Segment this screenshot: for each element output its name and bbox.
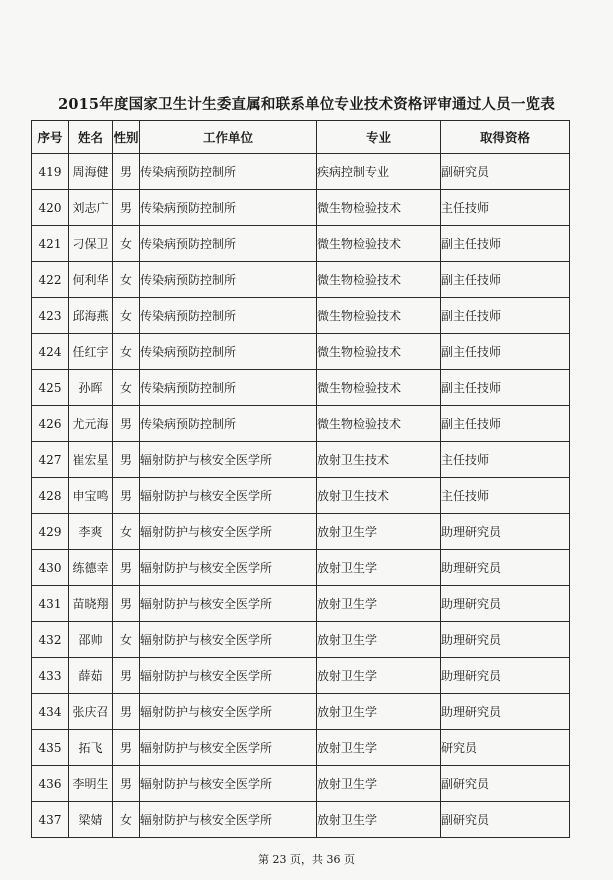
cell-no: 425	[32, 370, 69, 406]
cell-qualification: 主任技师	[441, 190, 570, 226]
cell-qualification: 副主任技师	[441, 262, 570, 298]
cell-qualification: 副主任技师	[441, 226, 570, 262]
table-row	[32, 550, 570, 586]
cell-no: 435	[32, 730, 69, 766]
cell-sex: 男	[113, 550, 140, 586]
cell-name: 薛茹	[69, 658, 113, 694]
cell-no: 428	[32, 478, 69, 514]
cell-sex: 男	[113, 154, 140, 190]
cell-unit: 辐射防护与核安全医学所	[140, 766, 317, 802]
table-row	[32, 154, 570, 190]
table-row	[32, 694, 570, 730]
cell-name: 周海健	[69, 154, 113, 190]
cell-sex: 女	[113, 370, 140, 406]
cell-sex: 女	[113, 334, 140, 370]
cell-qualification: 助理研究员	[441, 694, 570, 730]
cell-unit: 传染病预防控制所	[140, 154, 317, 190]
cell-unit: 辐射防护与核安全医学所	[140, 802, 317, 838]
cell-unit: 辐射防护与核安全医学所	[140, 658, 317, 694]
cell-unit: 传染病预防控制所	[140, 370, 317, 406]
cell-qualification: 副研究员	[441, 802, 570, 838]
cell-sex: 男	[113, 190, 140, 226]
table-row	[32, 262, 570, 298]
cell-name: 尤元海	[69, 406, 113, 442]
cell-no: 434	[32, 694, 69, 730]
personnel-table	[31, 120, 570, 838]
cell-no: 422	[32, 262, 69, 298]
cell-name: 拓飞	[69, 730, 113, 766]
cell-major: 微生物检验技术	[317, 298, 441, 334]
page-number: 第 23 页，共 36 页	[258, 853, 355, 866]
cell-major: 放射卫生学	[317, 802, 441, 838]
cell-unit: 传染病预防控制所	[140, 262, 317, 298]
cell-qualification: 主任技师	[441, 478, 570, 514]
cell-no: 421	[32, 226, 69, 262]
header-major: 专业	[317, 121, 441, 154]
cell-no: 437	[32, 802, 69, 838]
cell-major: 微生物检验技术	[317, 406, 441, 442]
cell-qualification: 研究员	[441, 730, 570, 766]
table-row	[32, 586, 570, 622]
cell-major: 放射卫生学	[317, 658, 441, 694]
cell-unit: 传染病预防控制所	[140, 190, 317, 226]
cell-name: 邵帅	[69, 622, 113, 658]
cell-major: 放射卫生学	[317, 730, 441, 766]
cell-major: 放射卫生学	[317, 550, 441, 586]
table-row	[32, 802, 570, 838]
cell-name: 李明生	[69, 766, 113, 802]
cell-unit: 辐射防护与核安全医学所	[140, 550, 317, 586]
cell-sex: 女	[113, 262, 140, 298]
cell-no: 427	[32, 442, 69, 478]
cell-name: 何利华	[69, 262, 113, 298]
cell-sex: 男	[113, 406, 140, 442]
cell-major: 疾病控制专业	[317, 154, 441, 190]
cell-no: 420	[32, 190, 69, 226]
cell-name: 练德幸	[69, 550, 113, 586]
cell-major: 放射卫生学	[317, 622, 441, 658]
cell-name: 张庆召	[69, 694, 113, 730]
cell-name: 申宝鸣	[69, 478, 113, 514]
cell-sex: 男	[113, 442, 140, 478]
cell-unit: 辐射防护与核安全医学所	[140, 622, 317, 658]
cell-name: 邱海燕	[69, 298, 113, 334]
cell-qualification: 副主任技师	[441, 406, 570, 442]
cell-unit: 传染病预防控制所	[140, 226, 317, 262]
table-row	[32, 190, 570, 226]
page-title: 2015年度国家卫生计生委直属和联系单位专业技术资格评审通过人员一览表	[58, 96, 555, 113]
cell-name: 崔宏星	[69, 442, 113, 478]
cell-qualification: 副主任技师	[441, 298, 570, 334]
cell-no: 429	[32, 514, 69, 550]
cell-qualification: 助理研究员	[441, 550, 570, 586]
cell-unit: 辐射防护与核安全医学所	[140, 514, 317, 550]
cell-no: 433	[32, 658, 69, 694]
cell-name: 李爽	[69, 514, 113, 550]
cell-sex: 女	[113, 298, 140, 334]
header-name: 姓名	[69, 121, 113, 154]
cell-major: 微生物检验技术	[317, 334, 441, 370]
cell-no: 430	[32, 550, 69, 586]
cell-name: 刘志广	[69, 190, 113, 226]
cell-no: 431	[32, 586, 69, 622]
cell-unit: 辐射防护与核安全医学所	[140, 478, 317, 514]
table-row	[32, 730, 570, 766]
cell-major: 微生物检验技术	[317, 226, 441, 262]
cell-sex: 男	[113, 478, 140, 514]
cell-unit: 辐射防护与核安全医学所	[140, 694, 317, 730]
cell-qualification: 助理研究员	[441, 622, 570, 658]
cell-major: 放射卫生学	[317, 766, 441, 802]
cell-unit: 辐射防护与核安全医学所	[140, 442, 317, 478]
cell-major: 放射卫生学	[317, 694, 441, 730]
table-row	[32, 226, 570, 262]
table-row	[32, 766, 570, 802]
cell-no: 419	[32, 154, 69, 190]
table-row	[32, 334, 570, 370]
cell-major: 微生物检验技术	[317, 370, 441, 406]
cell-sex: 女	[113, 226, 140, 262]
cell-unit: 传染病预防控制所	[140, 406, 317, 442]
cell-major: 放射卫生技术	[317, 478, 441, 514]
cell-unit: 辐射防护与核安全医学所	[140, 730, 317, 766]
cell-qualification: 副研究员	[441, 766, 570, 802]
table-row	[32, 658, 570, 694]
table-row	[32, 298, 570, 334]
table-row	[32, 514, 570, 550]
cell-sex: 女	[113, 622, 140, 658]
cell-sex: 男	[113, 658, 140, 694]
cell-sex: 男	[113, 730, 140, 766]
cell-name: 孙晖	[69, 370, 113, 406]
table-row	[32, 442, 570, 478]
cell-major: 微生物检验技术	[317, 262, 441, 298]
header-qualification: 取得资格	[441, 121, 570, 154]
cell-sex: 女	[113, 514, 140, 550]
cell-major: 微生物检验技术	[317, 190, 441, 226]
table-row	[32, 370, 570, 406]
table-row	[32, 478, 570, 514]
cell-qualification: 助理研究员	[441, 586, 570, 622]
header-unit: 工作单位	[140, 121, 317, 154]
cell-sex: 男	[113, 694, 140, 730]
cell-major: 放射卫生学	[317, 586, 441, 622]
cell-unit: 传染病预防控制所	[140, 298, 317, 334]
cell-no: 432	[32, 622, 69, 658]
cell-name: 任红宇	[69, 334, 113, 370]
cell-major: 放射卫生学	[317, 514, 441, 550]
cell-no: 423	[32, 298, 69, 334]
cell-qualification: 助理研究员	[441, 658, 570, 694]
cell-name: 梁婧	[69, 802, 113, 838]
cell-qualification: 主任技师	[441, 442, 570, 478]
cell-name: 苗晓翔	[69, 586, 113, 622]
cell-qualification: 副研究员	[441, 154, 570, 190]
cell-name: 刁保卫	[69, 226, 113, 262]
header-no: 序号	[32, 121, 69, 154]
cell-unit: 传染病预防控制所	[140, 334, 317, 370]
cell-no: 436	[32, 766, 69, 802]
cell-major: 放射卫生技术	[317, 442, 441, 478]
cell-sex: 男	[113, 766, 140, 802]
table-row	[32, 406, 570, 442]
cell-no: 424	[32, 334, 69, 370]
header-sex: 性别	[113, 121, 140, 154]
cell-qualification: 副主任技师	[441, 334, 570, 370]
cell-sex: 男	[113, 586, 140, 622]
cell-sex: 女	[113, 802, 140, 838]
cell-qualification: 副主任技师	[441, 370, 570, 406]
table-header-row	[32, 121, 570, 154]
cell-qualification: 助理研究员	[441, 514, 570, 550]
cell-unit: 辐射防护与核安全医学所	[140, 586, 317, 622]
table-row	[32, 622, 570, 658]
cell-no: 426	[32, 406, 69, 442]
